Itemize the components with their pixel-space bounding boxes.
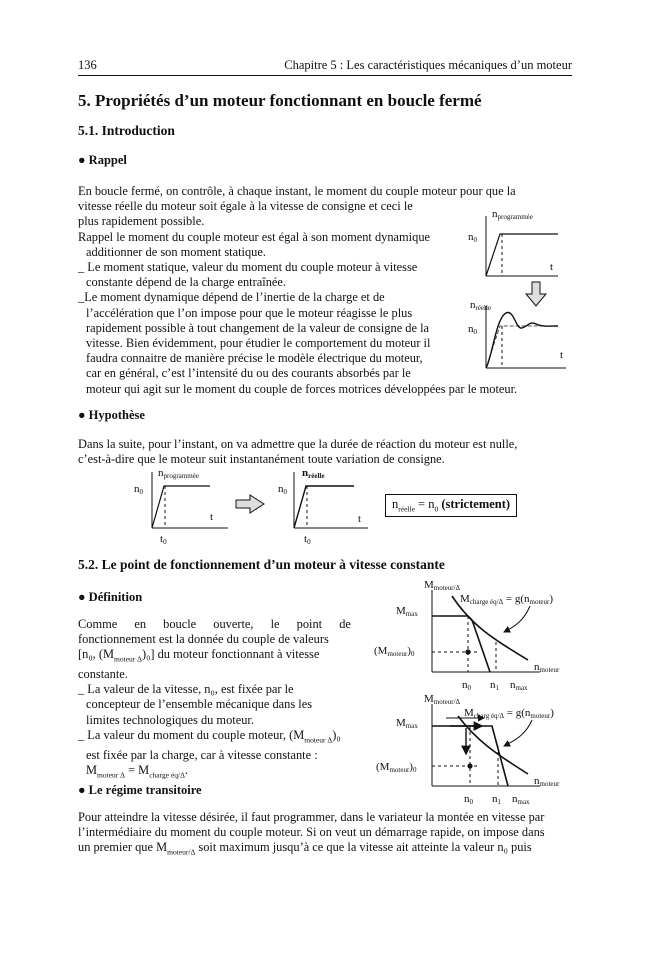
text-line: _ Le moment statique, valeur du moment du couple moteur à vitesse [78, 260, 418, 275]
nmax-tick: nmax [512, 793, 530, 806]
m-max-label: Mmax [396, 717, 418, 730]
text-line: constante dépend de la charge entraînée. [86, 275, 286, 290]
text-line: moteur qui agit sur le moment du couple de forces motrices développées par le moteur. [86, 381, 518, 396]
section-title: 5. Propriétés d’un moteur fonctionnant en boucle fermé [78, 91, 482, 110]
text-line: _ La valeur de la vitesse, n₀, est fixée par le [78, 682, 294, 697]
n1-tick: n1 [490, 679, 499, 692]
n0-label: n0 [278, 483, 287, 496]
m-axis-label: Mmoteur/Δ [424, 693, 461, 706]
load-curve-label: Mcharg éq/Δ = g(nmoteur) [464, 707, 554, 720]
text-line: un premier que $M_{moteur/\Delta}$ soit maximum jusqu’à ce que la vitesse ait atteinte la valeur n₀ puis [78, 840, 532, 857]
t0-label: t0 [160, 533, 167, 546]
n1-tick: n1 [492, 793, 501, 806]
regime-paragraph [78, 810, 572, 860]
n-axis-label: nmoteur [534, 775, 560, 788]
pointer-arrow [504, 606, 530, 632]
operating-point [467, 763, 472, 768]
t-label: t [358, 513, 362, 525]
text-line: vitesse. Bien évidemment, pour étudier le comportement du moteur il [86, 336, 431, 351]
n0-tick: n0 [462, 679, 471, 692]
pointer-arrow [504, 720, 532, 746]
subsection-heading-5-2: 5.2. Le point de fonctionnement d’un moteur à vitesse constante [78, 557, 445, 572]
t-label: t [210, 511, 214, 523]
real-response-curve [486, 312, 558, 368]
page-number: 136 [78, 58, 97, 72]
hypothese-paragraph [78, 437, 572, 467]
text-line: Dans la suite, pour l’instant, on va admettre que la durée de réaction du moteur est nulle, [78, 437, 518, 451]
step-response-figure [462, 208, 574, 388]
text-line: concepteur de l’ensemble mécanique dans les [86, 697, 313, 712]
text-line: limites technologiques du moteur. [86, 712, 254, 727]
definition-paragraph [78, 617, 356, 782]
n-prog-label: nprogrammée [492, 208, 533, 221]
m-axis-label: Mmoteur/Δ [424, 579, 461, 592]
m-max-label: Mmax [396, 605, 418, 618]
text-line: Pour atteindre la vitesse désirée, il faut programmer, dans le variateur la montée en vitesse par [78, 810, 545, 824]
text-line: car en général, c’est l’intensité du ou des courants absorbés par le [86, 366, 411, 381]
n0-label: n0 [134, 483, 143, 496]
operating-point [465, 649, 470, 654]
n-reel-label: nréelle [470, 299, 492, 312]
regime-heading: ● Le régime transitoire [78, 783, 202, 797]
definition-heading: ● Définition [78, 590, 143, 604]
text-line: l’accélération que l’on impose pour que le moteur réagisse le plus [86, 305, 413, 320]
text-line: rapidement possible à tout changement de la valeur de consigne de la [86, 320, 430, 335]
rappel-heading: ● Rappel [78, 153, 127, 167]
hypothese-heading: ● Hypothèse [78, 408, 145, 422]
text-line: Rappel le moment du couple moteur est égal à son moment dynamique [78, 229, 431, 244]
text-line: [n₀, $(M_{moteur \Delta})_0$] du moteur fonctionnant à vitesse [78, 647, 320, 664]
text-line: fonctionnement est la donnée du couple de valeurs [78, 632, 329, 647]
text-line: est fixée par la charge, car à vitesse constante : [86, 747, 318, 762]
n0-label: n0 [468, 231, 477, 244]
t-label: t [550, 261, 554, 273]
header-rule [78, 75, 572, 76]
subsection-heading-5-1: 5.1. Introduction [78, 123, 175, 138]
real-curve [294, 486, 354, 528]
text-line: _Le moment dynamique dépend de l’inertie de la charge et de [78, 290, 385, 305]
load-curve-label: Mcharge éq/Δ = g(nmoteur) [460, 593, 553, 606]
text-line: En boucle fermé, on contrôle, à chaque instant, le moment du couple moteur pour que la [78, 184, 516, 198]
text-line: constante. [78, 667, 128, 682]
motor-torque-curve [432, 616, 472, 620]
down-arrow-icon [526, 282, 546, 306]
n-prog-label: nprogrammée [158, 467, 199, 480]
operating-point-figure [372, 576, 582, 808]
strict-equation-box: $n_{réelle} = n_0$ (strictement) [385, 494, 517, 517]
text-line: $M_{moteur \Delta} = M_{charge éq/\Delta}$. [86, 762, 189, 780]
right-arrow-icon [236, 495, 264, 513]
programmed-curve [152, 486, 210, 528]
programmed-curve [486, 234, 558, 276]
m0-label: (Mmoteur)0 [374, 645, 415, 658]
n-axis-label: nmoteur [534, 661, 560, 674]
chapter-title: Chapitre 5 : Les caractéristiques mécaniques d’un moteur [284, 58, 572, 72]
text-line: additionner de son moment statique. [86, 244, 266, 259]
text-line: plus rapidement possible. [78, 214, 205, 229]
t0-label: t0 [304, 533, 311, 546]
text-line: c’est-à-dire que le moteur suit instantanément toute variation de consigne. [78, 452, 445, 467]
n0-tick: n0 [464, 793, 473, 806]
m0-label: (Mmoteur)0 [376, 761, 417, 774]
text-line: Comme en boucle ouverte, le point de [78, 617, 351, 631]
text-line: _ La valeur du moment du couple moteur, $(M_{moteur \Delta})_0$ [78, 727, 341, 745]
nmax-tick: nmax [510, 679, 528, 692]
t-label: t [560, 349, 564, 361]
text-line: faudra connaitre de manière précise le modèle électrique du moteur, [86, 351, 423, 366]
n0-label: n0 [468, 323, 477, 336]
text-line: vitesse réelle du moteur soit égale à la vitesse de consigne et ceci le [78, 199, 413, 214]
text-line: l’intermédiaire du moment du couple moteur. Si on veut un démarrage rapide, on impose dans [78, 825, 545, 840]
n-reel-label: nréelle [302, 467, 325, 480]
